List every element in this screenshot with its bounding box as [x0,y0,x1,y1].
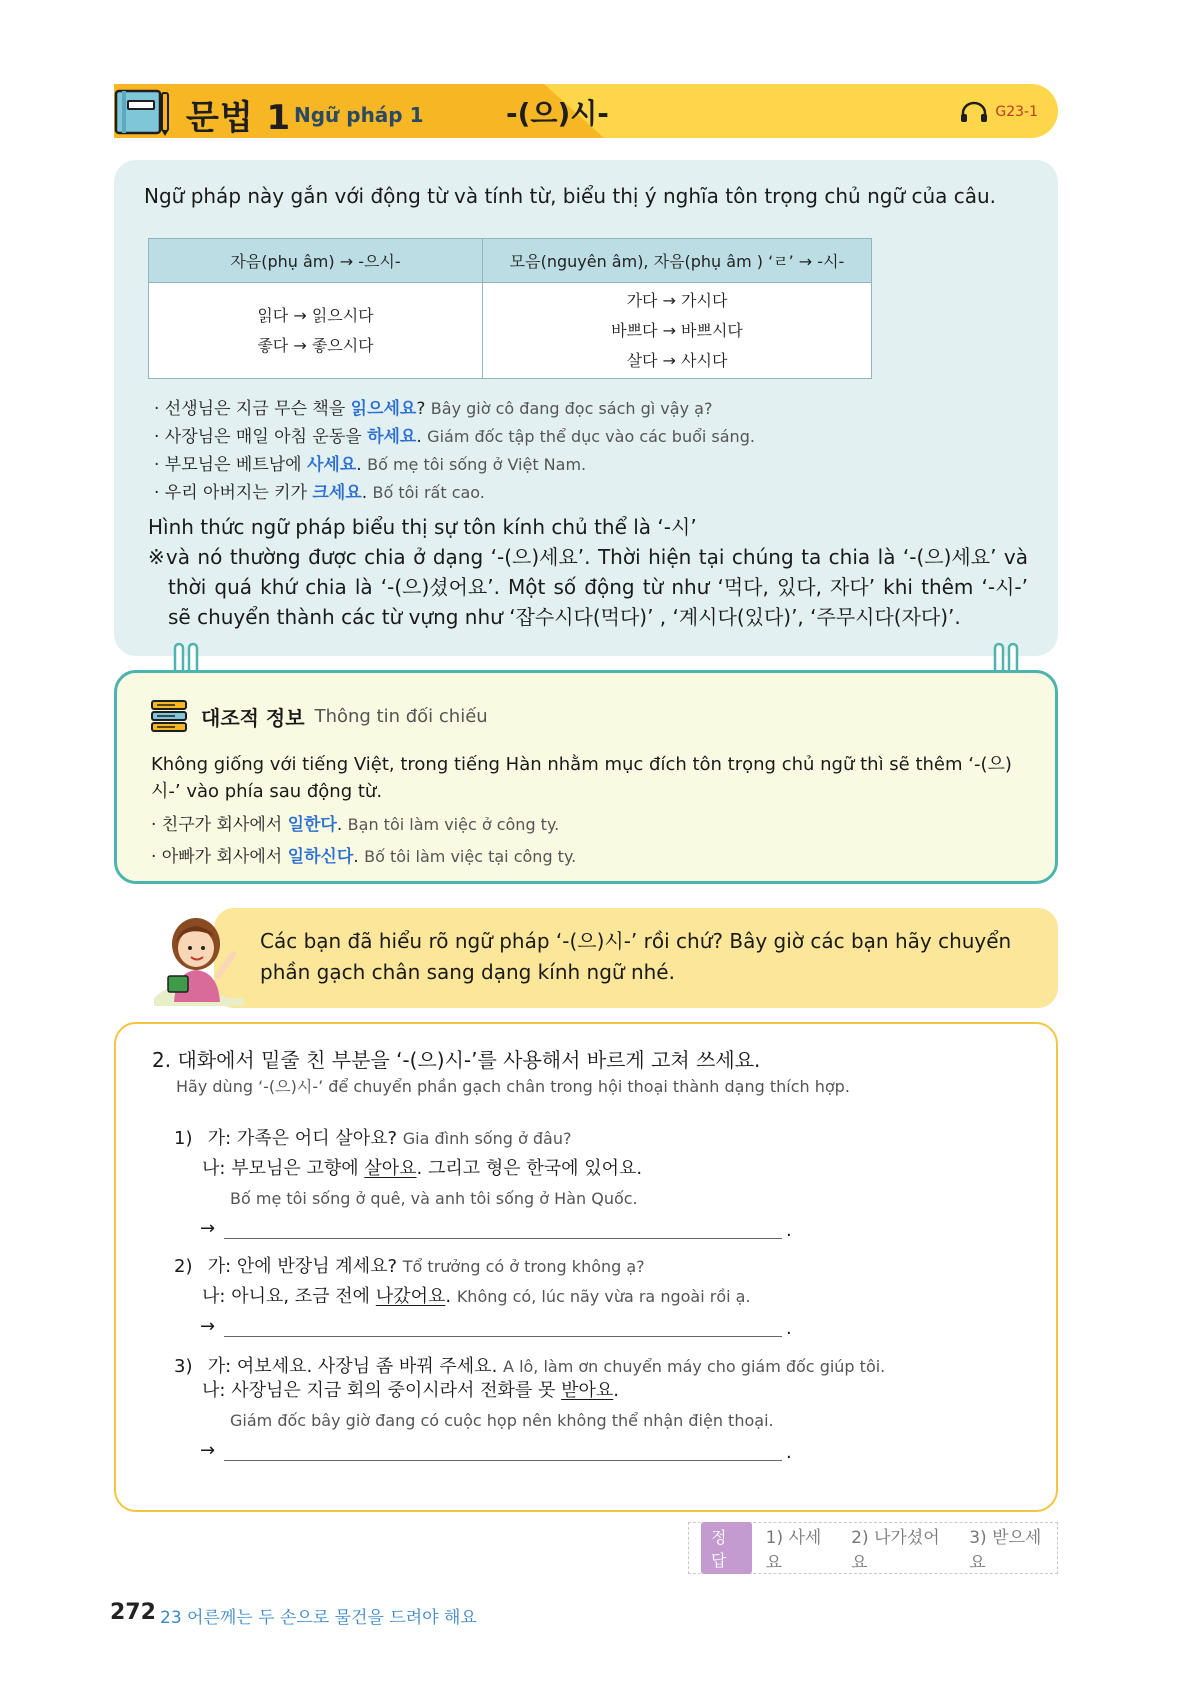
answer-period: . [786,1220,792,1241]
dialogue-ko: . [613,1380,620,1401]
grammar-note-body: ※và nó thường được chia ở dạng ‘-(으)세요’. Thời hiện tại chúng ta chia là ‘-(으)세요’ và thời quá khứ chia là ‘-(으)셨어요’. Một số động từ như ‘먹다, 있다, 자다’ khi thêm ‘-시-’ sẽ chuyển thành các từ vựng như ‘잡수시다(먹다)’ , ‘계시다(있다)’, ‘주무시다(자다)’. [148,545,1028,629]
grammar-intro: Ngữ pháp này gắn với động từ và tính từ, biểu thị ý nghĩa tôn trọng chủ ngữ của câu. [144,184,997,208]
answer-line[interactable] [174,1214,792,1244]
answer-blank[interactable] [224,1460,782,1461]
example-translation: Bố tôi rất cao. [372,483,485,502]
conjugation-example: 바쁘다 → 바쁘시다 [611,320,743,340]
table-cell-consonant [149,283,483,379]
speaker-a-line [174,1252,751,1282]
example-translation: Bố mẹ tôi sống ở Việt Nam. [367,455,587,474]
example-sentences [154,395,755,507]
book-icon [114,87,172,137]
highlight-word: 크세요 [312,483,362,503]
speaker-b-line [174,1282,751,1312]
example-translation: Giám đốc tập thể dục vào các buổi sáng. [427,427,755,446]
conjugation-table [148,238,872,379]
item-number: 2) [174,1256,193,1277]
dialogue-ko: 가족은 어디 살아요? [236,1128,398,1149]
dialogue-ko: 부모님은 고향에 [231,1158,365,1179]
speaker-b-line [174,1154,642,1184]
example-sentence [154,479,755,507]
exercise-title: 2. 대화에서 밑줄 친 부분을 ‘-(으)시-’를 사용해서 바르게 고쳐 쓰세요. [152,1048,761,1072]
example-punct: . [353,847,365,867]
example-sentence [154,451,755,479]
example-translation: Bố tôi làm việc tại công ty. [364,847,577,866]
example-punct: ? [416,399,431,419]
exercise-box [114,1022,1058,1512]
item-number: 1) [174,1128,193,1149]
example-translation: Bạn tôi làm việc ở công ty. [347,815,560,834]
exercise-item [174,1252,792,1342]
contrast-title-ko: 대조적 정보 [201,705,305,730]
example-punct: . [356,455,368,475]
answer-line[interactable] [174,1436,885,1466]
underlined-word: 받아요 [561,1380,614,1401]
grammar-explanation-box [114,160,1058,656]
dialogue-vi: A lô, làm ơn chuyển máy cho giám đốc giúp tôi. [503,1357,886,1376]
answer-blank[interactable] [224,1336,782,1337]
speaker-b-line [174,1376,885,1406]
example-sentence [154,423,755,451]
contrast-title [151,699,488,733]
item-number: 3) [174,1356,193,1377]
highlight-word: 읽으세요 [350,399,417,419]
example-sentence [151,841,576,873]
dialogue-vi: Tổ trưởng có ở trong không ạ? [402,1257,645,1276]
speaker-label: 가: [207,1356,232,1377]
highlight-word: 사세요 [307,455,357,475]
table-cell-vowel [483,283,872,379]
table-header-consonant: 자음(phụ âm) → -으시- [149,239,483,283]
conjugation-example: 읽다 → 읽으시다 [257,305,374,325]
tip-bubble [214,908,1058,1008]
example-text: · 부모님은 베트남에 [154,455,307,475]
header-title-ko: 문법 1 [186,98,292,138]
speaker-label: 나: [202,1286,226,1307]
dialogue-vi: Không có, lúc nãy vừa ra ngoài rồi ạ. [456,1287,751,1306]
stack-icon [151,699,191,733]
example-text: · 선생님은 지금 무슨 책을 [154,399,351,419]
dialogue-ko: 여보세요. 사장님 좀 바꿔 주세요. [236,1356,498,1377]
answer-period: . [786,1442,792,1463]
exercise-item [174,1124,792,1244]
speaker-label: 나: [202,1380,226,1401]
underlined-word: 나갔어요 [375,1286,446,1307]
example-punct: . [336,815,348,835]
speaker-a-line [174,1124,642,1154]
example-text: · 친구가 회사에서 [151,815,288,835]
arrow-icon: → [200,1440,216,1461]
contrast-examples [151,809,576,873]
answer-tag: 정답 [701,1522,752,1574]
answer-key [688,1522,1058,1574]
answer-item: 3) 받으세요 [969,1528,1042,1573]
example-translation: Bây giờ cô đang đọc sách gì vậy ạ? [430,399,713,418]
dialogue-ko: . [445,1286,457,1307]
arrow-icon: → [200,1316,216,1337]
audio-track[interactable] [959,101,1038,123]
contrast-body: Không giống với tiếng Việt, trong tiếng Hàn nhằm mục đích tôn trọng chủ ngữ thì sẽ thêm ‘-(으)시-’ vào phía sau động từ. [151,754,1012,802]
conjugation-example: 좋다 → 좋으시다 [257,335,374,355]
dialogue-ko: 안에 반장님 계세요? [236,1256,398,1277]
teacher-icon [148,906,248,1006]
highlight-word: 하세요 [367,427,417,447]
exercise-item [174,1352,885,1466]
dialogue-ko: . 그리고 형은 한국에 있어요. [416,1158,643,1179]
answer-period: . [786,1318,792,1339]
answer-item: 1) 사세요 [765,1528,822,1573]
grammar-header [114,84,1058,138]
conjugation-example: 살다 → 사시다 [626,350,728,370]
contrast-title-vi: Thông tin đối chiếu [314,705,488,727]
dialogue-vi: Gia đình sống ở đâu? [402,1129,572,1148]
speaker-label: 가: [207,1256,232,1277]
headphones-icon [959,101,989,123]
dialogue-ko: 사장님은 지금 회의 중이시라서 전화를 못 [231,1380,562,1401]
dialogue-translation: Giám đốc bây giờ đang có cuộc họp nên không thể nhận điện thoại. [230,1411,774,1430]
example-punct: . [361,483,373,503]
conjugation-example: 가다 → 가시다 [626,290,728,310]
dialogue-ko: 아니요, 조금 전에 [231,1286,376,1307]
arrow-icon: → [200,1218,216,1239]
answer-item: 2) 나가셨어요 [851,1528,940,1573]
chapter-title: 23 어른께는 두 손으로 물건을 드려야 해요 [160,1608,477,1628]
tip-text: Các bạn đã hiểu rõ ngữ pháp ‘-(으)시-’ rồi chứ? Bây giờ các bạn hãy chuyển phần gạch chân sang dạng kính ngữ nhé. [260,929,1012,984]
exercise-subtitle: Hãy dùng ‘-(으)시-’ để chuyển phần gạch chân trong hội thoại thành dạng thích hợp. [176,1077,850,1096]
underlined-word: 살아요 [364,1158,417,1179]
example-text: · 사장님은 매일 아침 운동을 [154,427,368,447]
speaker-label: 가: [207,1128,232,1149]
example-text: · 우리 아버지는 키가 [154,483,313,503]
example-sentence [154,395,755,423]
header-title-vi: Ngữ pháp 1 [294,103,424,127]
contrast-info-box [114,670,1058,884]
grammar-point: -(으)시- [506,97,609,130]
highlight-word: 일하신다 [287,847,354,867]
page-number: 272 [110,1600,156,1625]
example-text: · 아빠가 회사에서 [151,847,288,867]
example-sentence [151,809,576,841]
table-header-vowel: 모음(nguyên âm), 자음(phụ âm ) ‘ㄹ’ → -시- [483,239,872,283]
grammar-note [148,512,1028,632]
highlight-word: 일한다 [287,815,337,835]
dialogue-translation: Bố mẹ tôi sống ở quê, và anh tôi sống ở Hàn Quốc. [230,1189,638,1208]
grammar-note-lead: Hình thức ngữ pháp biểu thị sự tôn kính chủ thể là ‘-시’ [148,515,697,539]
answer-line[interactable] [174,1312,792,1342]
example-punct: . [416,427,428,447]
audio-label: G23-1 [995,104,1038,120]
speaker-label: 나: [202,1158,226,1179]
answer-blank[interactable] [224,1238,782,1239]
